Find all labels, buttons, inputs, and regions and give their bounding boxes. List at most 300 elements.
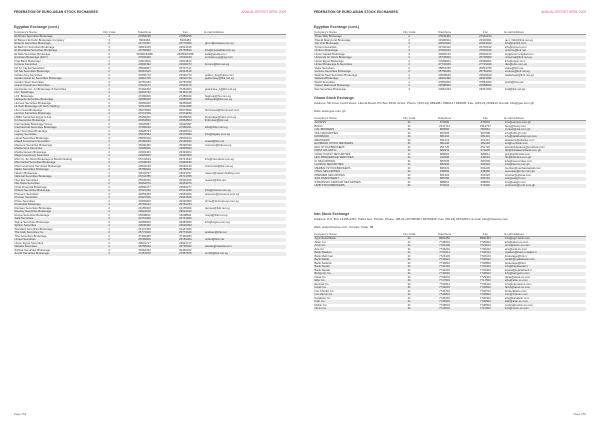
cell-email: roaya@link.net.eg <box>204 213 228 217</box>
cell-fax: 22695025 <box>166 98 204 102</box>
cell-email: securities@nthc.com.gh <box>504 170 586 174</box>
cell-fax: 5903484 <box>179 38 191 42</box>
cell-company-name: HSBC Securities Egypt S.A.E <box>14 115 52 119</box>
cell-city-code: 2 <box>108 234 110 238</box>
cell-telephone: 27374430 <box>123 112 167 116</box>
cell-city-code: 2 <box>96 140 123 144</box>
cell-telephone: 7736801 <box>439 261 450 265</box>
cell-fax: 661213 <box>480 138 490 142</box>
cell-telephone: 25330010 <box>138 178 151 182</box>
cell-company-name: Zenith Securities Brokerage <box>14 252 96 256</box>
cell-telephone: 681404 <box>423 135 467 139</box>
cell-fax: 23390770 <box>179 73 192 77</box>
cell-company-name: Intermediate Brokerage Group <box>14 122 53 126</box>
cell-email: gen.it@elnama.com.eg <box>204 42 286 46</box>
ghana-brokers-table <box>314 116 586 188</box>
cell-company-name: Value Securities <box>314 66 335 70</box>
cell-fax: 661323 <box>480 173 490 177</box>
cell-company-name: International Securities Brokerage <box>14 126 96 130</box>
cell-company-name: Rawasy Securities Brokerage <box>14 210 96 214</box>
cell-company-name: Golden Town Securities <box>14 80 44 84</box>
cell-city-code: 2 <box>108 115 110 119</box>
cell-company-name: Fortune Securities <box>14 63 96 67</box>
cell-company-name: BOCG <box>314 124 323 128</box>
cell-email: ubs@ubs.com.eg <box>504 63 586 67</box>
cell-email: merban@merbancapital.com <box>504 166 541 170</box>
cell-city-code: 21 <box>396 128 423 132</box>
cell-telephone: 23960477 <box>138 185 151 189</box>
cell-telephone: 23911810 <box>138 59 151 63</box>
cell-telephone: 7736411 <box>423 251 467 255</box>
cell-city-code: 2 <box>96 238 123 242</box>
cell-fax: 25755033 <box>166 245 204 249</box>
cell-fax: 23951034 <box>479 87 492 91</box>
cell-company-name: Emirates Brokerage (EGY) <box>14 56 96 60</box>
cell-telephone: 25783009 <box>123 238 167 242</box>
cell-company-name: Liquid Securities Brokerage <box>14 136 49 140</box>
cell-fax: 27356221 <box>166 126 204 130</box>
cell-company-name: Golden Key Securities <box>14 73 43 77</box>
cell-fax: 7736602 <box>466 286 504 290</box>
cell-fax: 664230 <box>480 166 490 170</box>
cell-fax: 686791 <box>466 177 504 181</box>
cell-email: mansour@link.net.eg <box>204 143 232 147</box>
cell-email: heliopolis@link.net.eg <box>204 98 286 102</box>
cell-email: fab@firstatlanticbank.com.gh <box>504 149 586 153</box>
cell-city-code: 2 <box>396 77 423 81</box>
cell-telephone: 25756260 <box>423 70 467 74</box>
cell-city-code: 21 <box>396 265 423 269</box>
cell-telephone: 7736701 <box>439 289 450 293</box>
cell-company-name: Tycoon Securities <box>314 45 337 49</box>
cell-fax: 25783009 <box>166 238 204 242</box>
cell-telephone: 22702412 <box>438 45 451 49</box>
cell-fax: 688952 <box>480 180 490 184</box>
cell-telephone: 682203 <box>423 149 467 153</box>
cell-city-code: 2 <box>108 136 110 140</box>
cell-company-name: Mega Investment Securities <box>14 154 96 158</box>
cell-company-name: Premier Securities <box>14 196 96 200</box>
cell-telephone: 27356220 <box>123 126 167 130</box>
cell-fax: 23300001 <box>479 38 492 42</box>
cell-telephone: 688951 <box>439 180 450 184</box>
cell-fax: 7743312 <box>479 282 491 286</box>
cell-company-name: Amin Co. <box>314 244 396 248</box>
right-page <box>300 0 600 424</box>
cell-telephone: 22695025 <box>123 98 167 102</box>
cell-email: info@etemad-co.com <box>504 282 532 286</box>
cell-telephone: 24770307 <box>123 42 167 46</box>
cell-city-code: 21 <box>396 237 423 241</box>
cell-city-code: 2 <box>96 147 123 151</box>
cell-telephone: 25780620 <box>123 168 167 172</box>
cell-email: info@cdh-gh.com <box>504 131 527 135</box>
cell-telephone: 25741543 <box>138 157 151 161</box>
cell-company-name: Iran Khodro Co. <box>314 289 335 293</box>
cell-company-name: Watania Brokerage <box>314 77 396 81</box>
cell-fax: 23913015 <box>179 45 192 49</box>
cell-company-name: Upper Egypt Brokerage <box>314 59 344 63</box>
cell-city-code: 2 <box>96 161 123 165</box>
iran-web: Web: www.irbourse.com. Country Code: 98 <box>314 225 374 229</box>
cell-company-name: Bank Mellat <box>314 258 396 262</box>
cell-fax: 7736902 <box>466 300 504 304</box>
cell-city-code: 2 <box>96 189 123 193</box>
col-fax: Fax <box>466 30 504 35</box>
cell-city-code: 2 <box>96 252 123 256</box>
cell-fax: 27949190 <box>166 161 204 165</box>
cell-fax: 25780620 <box>166 168 204 172</box>
cell-city-code: 2 <box>408 52 410 56</box>
cell-city-code: 2 <box>108 52 110 56</box>
cell-city-code: 2 <box>396 49 423 53</box>
cell-city-code: 2 <box>96 168 123 172</box>
cell-company-name: Gil Sat Securities Brokerage <box>14 70 96 74</box>
cell-company-name: CDH SECURITIES <box>314 131 339 135</box>
cell-email: wadielneel@link.net.eg <box>504 73 534 77</box>
cell-company-name: Misr Co. for Stock Brokerage & Bonds Dealing <box>14 157 73 161</box>
cell-fax: 25891780 <box>479 66 492 70</box>
cell-fax: 23924010 <box>166 210 204 214</box>
cell-telephone: 7726301 <box>439 296 450 300</box>
cell-telephone: 7717501 <box>423 279 467 283</box>
cell-fax: 25358200 <box>179 115 192 119</box>
cell-company-name: Sphinx Securities <box>14 224 96 228</box>
cell-company-name: Three Way Brokerage <box>314 35 396 39</box>
cell-company-name: Kian Co. <box>314 300 396 304</box>
cell-city-code: 2 <box>96 119 123 123</box>
cell-email: united@link.net <box>204 238 286 242</box>
cell-telephone: 22761400 <box>123 217 167 221</box>
header-title: FEDERATION OF EURO-ASIAN STOCK EXCHANGES <box>314 10 398 14</box>
cell-email: info@pharos.com.eg <box>204 189 286 193</box>
cell-telephone: 23390770 <box>138 73 151 77</box>
cell-company-name: H.C. Brokerage <box>14 91 96 95</box>
cell-fax: 7736802 <box>466 293 504 297</box>
cell-fax: 25773020 <box>166 231 204 235</box>
cell-city-code: 2 <box>408 38 410 42</box>
cell-telephone: 7736601 <box>423 286 467 290</box>
cell-fax: 689011 <box>480 152 490 156</box>
cell-email: info@karafarin.com <box>504 296 530 300</box>
cell-telephone: 7729001 <box>439 275 450 279</box>
cell-fax: 27924170 <box>166 84 204 88</box>
cell-company-name: Agricultural Bank <box>314 237 396 241</box>
cell-telephone: 37490480 <box>138 234 151 238</box>
cell-email: ramses@link.net.eg <box>204 206 230 210</box>
cell-email: info@sasgh.com <box>504 180 526 184</box>
cell-company-name: Mediterranean Brokerage <box>14 150 47 154</box>
cell-telephone: 23932130 <box>138 164 151 168</box>
cell-company-name: Zad Securities Brokerage <box>314 87 347 91</box>
cell-city-code: 21 <box>396 244 423 248</box>
cell-fax: 7734402 <box>466 265 504 269</box>
cell-telephone: 23931717 <box>138 241 151 245</box>
cell-telephone: 23393404 <box>138 150 151 154</box>
cell-fax: 23928704 <box>179 129 192 133</box>
cell-fax: 7726104 <box>479 254 491 258</box>
cell-telephone: 27949190 <box>123 161 167 165</box>
cell-company-name: United Securities <box>14 238 96 242</box>
cell-fax: 27934449 <box>166 56 204 60</box>
cell-telephone: 23928704 <box>138 129 151 133</box>
cell-company-name: PREMIER SECURITIES <box>314 173 345 177</box>
cell-city-code: 2 <box>396 35 423 39</box>
cell-city-code: 21 <box>396 135 423 139</box>
cell-telephone: 25755033 <box>123 245 167 249</box>
cell-city-code: 2 <box>96 42 123 46</box>
cell-fax: 679245 <box>466 149 504 153</box>
cell-company-name: Wadi El Neel Securities Brokerage <box>314 73 358 77</box>
cell-city-code: 21 <box>407 124 411 128</box>
cell-company-name: EBANKERS <box>314 138 330 142</box>
cell-telephone: 7736521 <box>423 258 467 262</box>
cell-fax: 7736522 <box>466 258 504 262</box>
cell-company-name: Ramses Securities Brokerage <box>14 206 52 210</box>
cell-fax: 37862000 <box>479 80 492 84</box>
cell-city-code: 2 <box>96 210 123 214</box>
cell-city-code: 21 <box>407 159 411 163</box>
cell-fax: 33354070 <box>166 182 204 186</box>
table-row <box>314 88 586 92</box>
cell-telephone: 23951034 <box>438 87 451 91</box>
cell-fax: 33393000 <box>179 199 192 203</box>
cell-fax: 25781234 <box>166 203 204 207</box>
cell-fax: 23906073 <box>166 63 204 67</box>
cell-telephone: 7734401 <box>423 265 467 269</box>
cell-telephone: 23920123 <box>438 52 451 56</box>
cell-city-code: 2 <box>108 171 110 175</box>
cell-fax: 7740602 <box>466 272 504 276</box>
cell-telephone: 23906620 <box>438 73 451 77</box>
cell-city-code: 21 <box>396 177 423 181</box>
cell-city-code: 2 <box>108 164 110 168</box>
cell-telephone: 7736901 <box>423 300 467 304</box>
cell-city-code: 21 <box>407 240 411 244</box>
cell-email: sas@sasgh.com <box>504 177 586 181</box>
cell-city-code: 2 <box>396 56 423 60</box>
cell-fax: 25160033 <box>166 140 204 144</box>
cell-email: newera@link.net <box>204 178 226 182</box>
cell-company-name: United Brokerage & Securities <box>314 63 396 67</box>
cell-fax: 37621230 <box>166 189 204 193</box>
cell-email: gen_3110@link.net.eg <box>504 38 533 42</box>
cell-fax: 27486010 <box>179 94 192 98</box>
col-telephone: Telephone <box>123 30 167 35</box>
cell-company-name: Golden Hand for Securities Brokerage <box>14 77 96 81</box>
cell-email: venture@link.net.eg <box>504 70 586 74</box>
cell-telephone: 24147460 <box>138 227 151 231</box>
cell-company-name: Upper Egypt Securities <box>14 241 44 245</box>
cell-email: universal@link.net.eg <box>504 56 586 60</box>
cell-telephone: 7723100 <box>423 244 467 248</box>
cell-fax: 33361510 <box>166 70 204 74</box>
cell-company-name: Novin Co. <box>314 307 396 311</box>
cell-company-name: Prime Securities <box>14 199 35 203</box>
cell-city-code: 2 <box>108 101 110 105</box>
cell-city-code: 2 <box>108 66 110 70</box>
cell-fax: 24155300 <box>179 206 192 210</box>
cell-telephone: 907606 <box>439 131 450 135</box>
cell-telephone: 37612020 <box>123 105 167 109</box>
ghana-address: Address: 5th Floor Cedi House, Liberia Road, PO Box 1849, Accra. Phone: (233-21) 669908 / 669914 / 669935. Fax: (233-21) 669913. E-mail: info@gse.com.gh <box>314 101 535 105</box>
cell-email: contact@cal.com.gh <box>504 128 586 132</box>
cell-company-name: IC SECURITIES <box>314 159 335 163</box>
cell-telephone: 25673830 <box>138 108 151 112</box>
cell-fax: 27357878 <box>166 252 204 256</box>
cell-telephone: 7726001 <box>439 240 450 244</box>
cell-telephone: 238492 <box>423 170 467 174</box>
cell-fax: 673202 <box>466 184 504 188</box>
cell-company-name: National Securities Brokerage <box>14 175 96 179</box>
cell-city-code: 21 <box>407 138 411 142</box>
cell-company-name: Gil for Capital Securities <box>14 66 45 70</box>
cell-telephone: 25160033 <box>123 140 167 144</box>
cell-email: maskan@bank-maskan.ir <box>504 251 586 255</box>
cell-city-code: 2 <box>108 185 110 189</box>
cell-city-code: 2 <box>108 45 110 49</box>
col-fax: Fax <box>166 30 204 35</box>
cell-city-code: 21 <box>396 279 423 283</box>
cell-telephone: 666331 <box>439 166 450 170</box>
cell-telephone: 24564563 <box>123 119 167 123</box>
col-city-code: City Code <box>396 116 423 121</box>
cell-city-code: 2 <box>96 49 123 53</box>
col-company: Company's Name <box>14 30 96 35</box>
cell-telephone: 33361515 <box>123 70 167 74</box>
cell-fax: 25756260 <box>466 70 504 74</box>
cell-fax: 27942214 <box>466 35 504 39</box>
cell-email: maadi@link.net <box>204 140 286 144</box>
cell-email: izco@irzamin.com <box>504 293 586 297</box>
cell-fax: 25298811 <box>179 213 192 217</box>
cell-telephone: 26901392 <box>423 77 467 81</box>
cell-email: kian@kian-co.com <box>504 300 586 304</box>
cell-telephone: 33491740 <box>123 91 167 95</box>
cell-email: amin@amin-co.com <box>504 244 586 248</box>
col-company: Company's Name <box>314 232 396 237</box>
col-telephone: Telephone <box>423 232 467 237</box>
cell-company-name: ECOBANK STOCK BROKERS <box>314 142 396 146</box>
cell-fax: 7723101 <box>466 244 504 248</box>
cell-telephone: 25298811 <box>138 213 151 217</box>
page-header <box>14 10 286 16</box>
cell-fax: 26901392 <box>466 77 504 81</box>
cell-company-name: Tiba El Masryia El Brokerage <box>314 38 351 42</box>
col-email: E-mail Address <box>204 30 286 35</box>
cell-city-code: 2 <box>108 157 110 161</box>
cell-company-name: Bank Saderat <box>314 261 332 265</box>
cell-telephone: 27942409 <box>423 35 467 39</box>
cell-city-code: 2 <box>96 126 123 130</box>
cell-company-name: Misr Investment Securities Brokerage <box>14 164 61 168</box>
cell-company-name: Heliopolis Securities Brokerage <box>14 98 96 102</box>
cell-city-code: 21 <box>396 272 423 276</box>
cell-email: arabsec@link.net <box>204 231 286 235</box>
cell-company-name: Karafarin Co. <box>314 296 331 300</box>
cell-telephone: 24026097 <box>138 122 151 126</box>
cell-email: emirates.egy@eg.com <box>204 56 286 60</box>
header-title: FEDERATION OF EURO-ASIAN STOCK EXCHANGES <box>14 10 98 14</box>
cell-telephone: 7743311 <box>439 282 450 286</box>
iran-address: Address: P.O. Box 14155-4357, Hafez Ave, Tehran. Phone: (98-21) 66702690 / 66700309. Fax: (98-21) 66702524. E-mail: info@irbourse.com <box>314 217 509 221</box>
cell-company-name: NTHC SECURITIES <box>314 170 396 174</box>
cell-telephone: 7733401 <box>439 268 450 272</box>
cell-city-code: 2 <box>108 80 110 84</box>
header-report: ANNUAL REPORT APRIL 2009 <box>241 10 286 14</box>
cell-telephone: 33356626 <box>138 101 151 105</box>
cell-city-code: 2 <box>96 133 123 137</box>
cell-telephone: 33462222 <box>138 248 151 252</box>
cell-fax: 25673830 <box>179 108 192 112</box>
cell-city-code: 21 <box>396 149 423 153</box>
cell-company-name: SAS INVESTMENT <box>314 177 396 181</box>
cell-city-code: 21 <box>396 286 423 290</box>
cell-company-name: Standard Securities Brokerage <box>14 227 53 231</box>
cell-city-code: 2 <box>96 63 123 67</box>
cell-company-name: MERBAN STOCKBROKERS <box>314 166 351 170</box>
cell-email: uniform@link.net <box>504 49 586 53</box>
cell-company-name: ACCESS <box>314 121 396 125</box>
cell-fax: 33462222 <box>179 248 192 252</box>
cell-city-code: 2 <box>96 98 123 102</box>
cell-city-code: 2 <box>96 105 123 109</box>
cell-telephone: 33354070 <box>123 182 167 186</box>
cell-city-code: 21 <box>407 289 411 293</box>
cell-fax: 7733402 <box>479 268 491 272</box>
col-company: Company's Name <box>314 116 396 121</box>
cell-telephone: 23930300 <box>123 224 167 228</box>
cell-fax: 22588900 <box>466 84 504 88</box>
cell-fax: 23930300 <box>166 224 204 228</box>
cell-fax: 681443 <box>466 135 504 139</box>
cell-city-code: 2 <box>96 245 123 249</box>
cell-fax: 24024042 <box>466 42 504 46</box>
cell-city-code: 2 <box>108 220 110 224</box>
page-number: Page 155 <box>573 412 586 416</box>
cell-telephone: 33393000 <box>138 199 151 203</box>
cell-email: info@icsecurities.com <box>504 159 533 163</box>
cell-fax: 2314747 <box>479 124 491 128</box>
cell-fax: 680061 <box>466 128 504 132</box>
cell-email: info@laurus.com.gh <box>504 163 586 167</box>
cell-fax: 22702412 <box>479 45 492 49</box>
col-company: Company's Name <box>314 30 396 35</box>
cell-email: brokerage@hsbc.com.eg <box>204 115 237 119</box>
col-fax: Fax <box>466 232 504 237</box>
cell-email: world@link.net <box>504 80 524 84</box>
cell-fax: 23931717 <box>179 241 192 245</box>
col-telephone: Telephone <box>423 30 467 35</box>
cell-telephone: 27934449 <box>123 56 167 60</box>
cell-company-name: Sigma Securities Brokerage <box>14 220 50 224</box>
cell-fax: 687006 <box>480 159 490 163</box>
table-row <box>314 184 586 188</box>
cell-city-code: 2 <box>108 178 110 182</box>
brokers-table <box>14 30 286 256</box>
cell-company-name: Safa Securities <box>14 217 96 221</box>
cell-telephone: 242090 <box>423 156 467 160</box>
cell-company-name: Etemad Co. <box>314 282 330 286</box>
cell-company-name: Union Capital Brokerage <box>314 52 345 56</box>
cell-city-code: 2 <box>96 217 123 221</box>
brokers-table-continued <box>314 30 586 91</box>
cell-telephone: 23913015 <box>138 45 151 49</box>
cell-telephone: 2314714 <box>439 124 450 128</box>
cell-telephone: 7740601 <box>423 272 467 276</box>
cell-fax: 25290490 <box>179 143 192 147</box>
cell-fax: 25747117 <box>179 66 192 70</box>
